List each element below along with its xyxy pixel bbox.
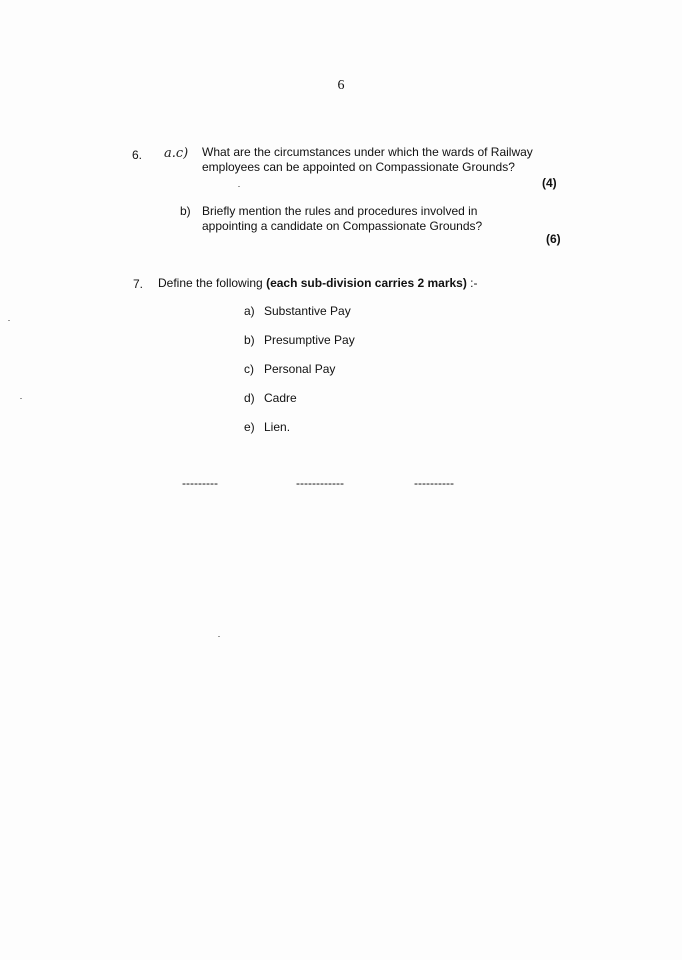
definition-item-text: Cadre — [264, 391, 297, 405]
end-separator: --------- — [182, 476, 218, 490]
question-6a-handwritten-label: a.c) — [164, 146, 189, 161]
definition-item-text: Personal Pay — [264, 362, 336, 376]
question-6b-marks: (6) — [546, 232, 561, 246]
question-7-intro-text: Define the following — [158, 276, 267, 290]
end-separator: ---------- — [414, 476, 454, 490]
definition-item-letter: a) — [244, 304, 255, 318]
definition-item — [244, 420, 290, 434]
definition-item — [244, 333, 355, 347]
scan-speck — [20, 398, 22, 399]
definition-item-letter: d) — [244, 391, 255, 405]
question-6b-label: b) — [180, 204, 191, 218]
question-6b-line-2: appointing a candidate on Compassionate Grounds? — [202, 219, 483, 233]
scan-speck — [218, 636, 220, 637]
end-separator: ------------ — [296, 476, 344, 490]
definition-item-letter: c) — [244, 362, 254, 376]
definition-item — [244, 362, 335, 376]
question-7-intro — [158, 276, 478, 291]
scan-speck — [238, 186, 240, 187]
definition-item-text: Substantive Pay — [264, 304, 351, 318]
question-6b-line-1: Briefly mention the rules and procedures involved in — [202, 204, 478, 218]
definition-item — [244, 304, 351, 318]
scan-speck — [8, 320, 10, 321]
definition-item-letter: e) — [244, 420, 255, 434]
question-6a-line-2: employees can be appointed on Compassionate Grounds? — [202, 160, 515, 174]
definition-item-text: Lien. — [264, 420, 291, 434]
page-number: 6 — [337, 78, 345, 93]
definition-item-text: Presumptive Pay — [264, 333, 355, 347]
question-7-intro-bold: (each sub-division carries 2 marks) — [266, 276, 467, 290]
question-7-intro-end: :- — [466, 276, 478, 290]
question-6-number: 6. — [132, 148, 143, 162]
question-7-number: 7. — [133, 277, 144, 291]
question-6a-marks: (4) — [542, 176, 557, 190]
question-6a-line-1: What are the circumstances under which the wards of Railway — [202, 145, 533, 159]
definition-item — [244, 391, 297, 405]
definition-item-letter: b) — [244, 333, 255, 347]
